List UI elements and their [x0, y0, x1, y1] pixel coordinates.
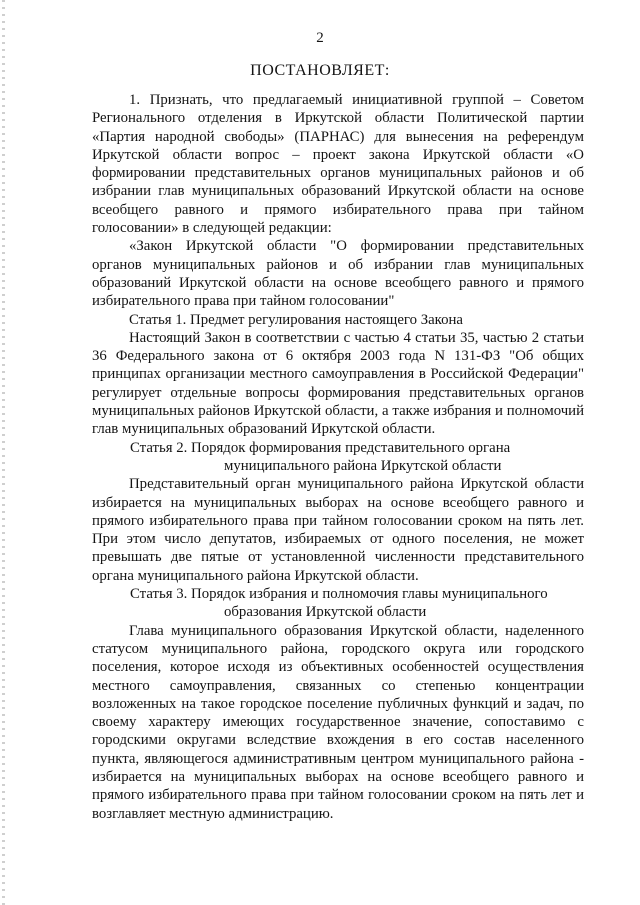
article-1-text: Настоящий Закон в соответствии с частью 4 статьи 35, частью 2 статьи 36 Федерального закона от 6 октября 2003 года N 131-ФЗ "Об общих принципах организации местного самоуправления в Российской Федерации" регулирует отдельные вопросы формирования представительных органов муниципальных районов Иркутской области, а также избрания и полномочий глав муниципальных образований Иркутской области. — [92, 329, 584, 438]
article-3-text: Глава муниципального образования Иркутской области, наделенного статусом муниципального района, городского округа или городского поселения, которое исходя из объективных особенностей осуществления местного самоуправления, связанных со степенью концентрации возложенных на такое городское поселение публичных функций и задач, по своему характеру имеющих государственное значение, сопоставимо с городскими округами вследствие вхождения в его состав населенного пункта, являющегося административным центром муниципального района - избирается на муниципальных выборах на основе всеобщего равного и прямого избирательного права при тайном голосовании сроком на пять лет и возглавляет местную администрацию. — [92, 622, 584, 822]
article-3-title: Статья 3. Порядок избрания и полномочия главы муниципального образования Иркутской области — [130, 586, 548, 621]
scan-edge-dots — [2, 0, 5, 905]
document-body — [92, 91, 584, 823]
paragraph-resolution: 1. Признать, что предлагаемый инициативной группой – Советом Регионального отделения в Иркутской области Политической партии «Партия народной свободы» (ПАРНАС) для вынесения на референдум Иркутской области вопрос – проект закона Иркутской области «О формировании представительных органов муниципальных районов и об избрании глав муниципальных образований Иркутской области на основе всеобщего равного и прямого избирательного права при тайном голосовании» в следующей редакции: — [92, 92, 584, 237]
paragraph-law-title: «Закон Иркутской области "О формировании представительных органов муниципальных районов и об избрании глав муниципальных образований Иркутской области на основе всеобщего равного и прямого избирательного права при тайном голосовании" — [92, 238, 584, 310]
article-2-text: Представительный орган муниципального района Иркутской области избирается на муниципальных выборах на основе всеобщего равного и прямого избирательного права при тайном голосовании сроком на пять лет. При этом число депутатов, избираемых от одного поселения, не может превышать две пятые от установленной численности представительного органа муниципального района Иркутской области. — [92, 476, 584, 584]
article-2-title: Статья 2. Порядок формирования представительного органа муниципального района Иркутской области — [130, 439, 511, 474]
article-1-title: Статья 1. Предмет регулирования настоящего Закона — [129, 311, 463, 328]
page-number: 2 — [316, 30, 324, 46]
document-heading: ПОСТАНОВЛЯЕТ: — [250, 62, 390, 79]
